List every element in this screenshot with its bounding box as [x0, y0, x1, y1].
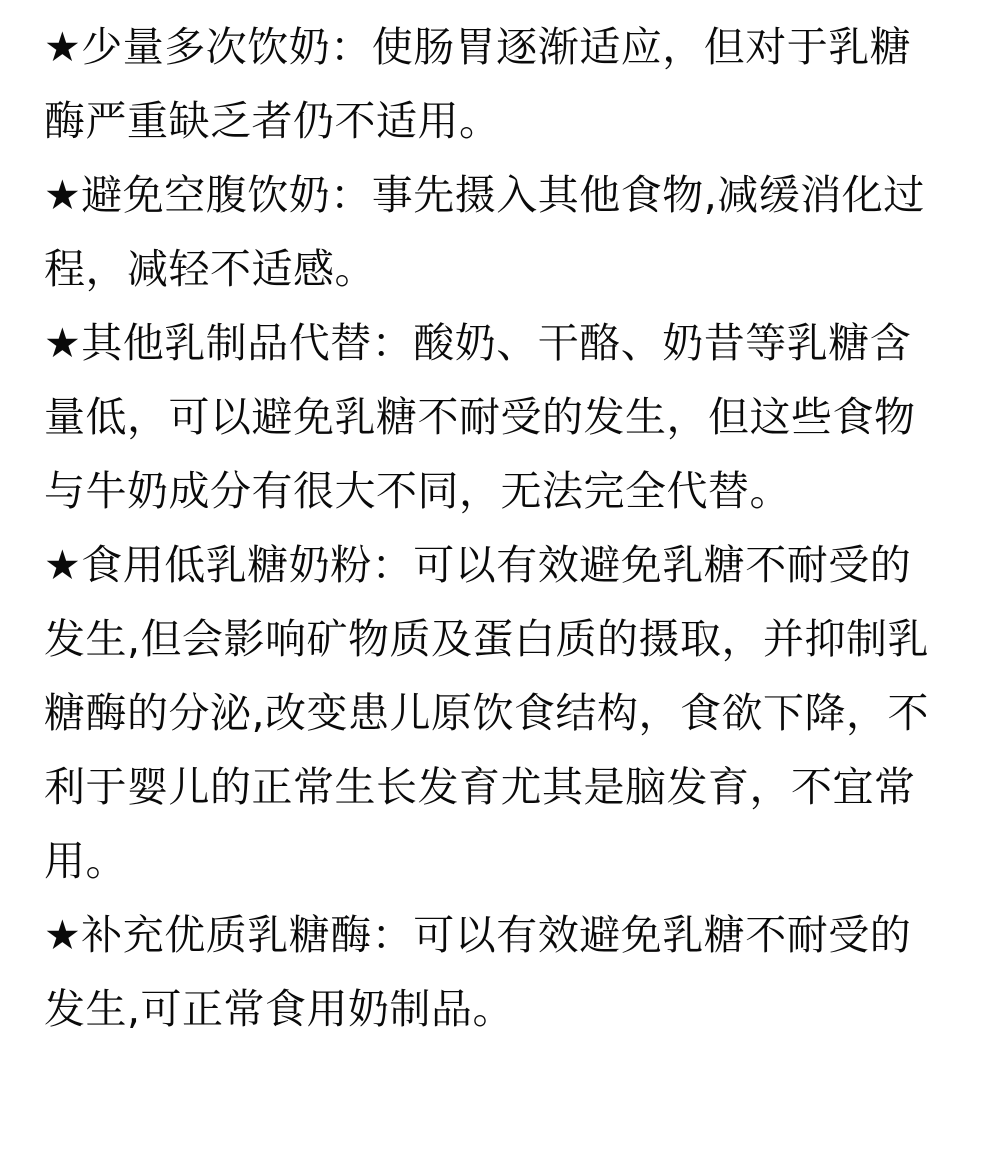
- text-line: ★少量多次饮奶：使肠胃逐渐适应，但对于乳糖: [44, 23, 912, 71]
- article-body: [44, 10, 954, 1046]
- text-line: 发生,但会影响矿物质及蛋白质的摄取，并抑制乳: [44, 615, 930, 663]
- text-line: 用。: [44, 837, 127, 885]
- text-line: ★避免空腹饮奶：事先摄入其他食物,减缓消化过: [44, 171, 925, 219]
- text-line: 发生,可正常食用奶制品。: [44, 985, 515, 1033]
- text-line: ★补充优质乳糖酶：可以有效避免乳糖不耐受的: [44, 911, 912, 959]
- text-line: 酶严重缺乏者仍不适用。: [44, 97, 501, 145]
- text-line: 糖酶的分泌,改变患儿原饮食结构，食欲下降，不: [44, 689, 930, 737]
- tip-lactase-supplement: [44, 898, 954, 1046]
- tip-avoid-empty-stomach: [44, 158, 954, 306]
- text-line: 程，减轻不适感。: [44, 245, 376, 293]
- text-line: ★食用低乳糖奶粉：可以有效避免乳糖不耐受的: [44, 541, 912, 589]
- text-line: ★其他乳制品代替：酸奶、干酪、奶昔等乳糖含: [44, 319, 912, 367]
- tip-small-frequent: [44, 10, 954, 158]
- tip-dairy-substitutes: [44, 306, 954, 528]
- text-line: 利于婴儿的正常生长发育尤其是脑发育，不宜常: [44, 763, 916, 811]
- text-line: 与牛奶成分有很大不同，无法完全代替。: [44, 467, 791, 515]
- tip-low-lactose-formula: [44, 528, 954, 898]
- text-line: 量低，可以避免乳糖不耐受的发生，但这些食物: [44, 393, 916, 441]
